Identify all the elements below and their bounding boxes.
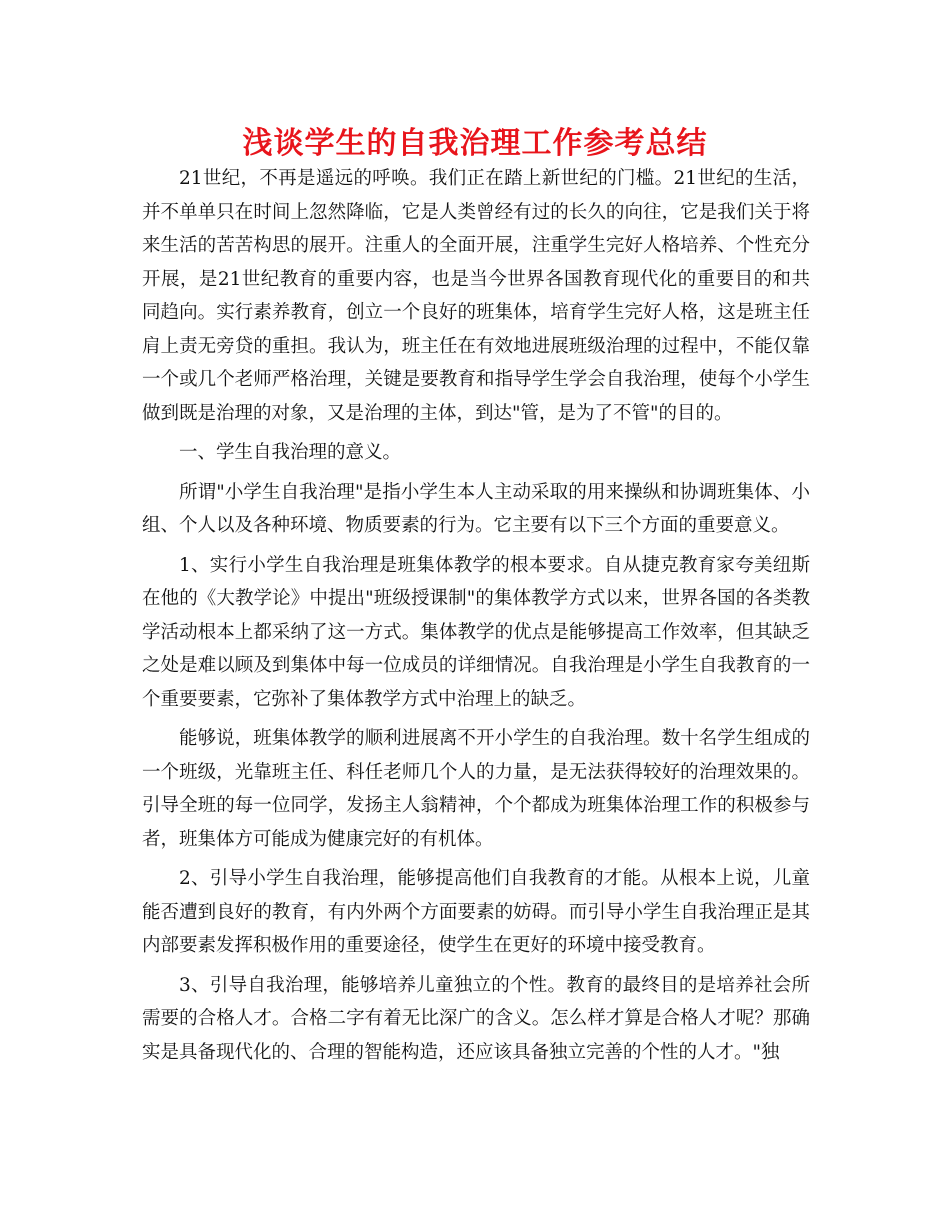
- paragraph: 21世纪，不再是遥远的呼唤。我们正在踏上新世纪的门槛。21世纪的生活，并不单单只在时间上忽然降临，它是人类曾经有过的长久的向往，它是我们关于将来生活的苦苦构思的展开。注重人的全面开展，注重学生完好人格培养、个性充分开展，是21世纪教育的重要内容，也是当今世界各国教育现代化的重要目的和共同趋向。实行素养教育，创立一个良好的班集体，培育学生完好人格，这是班主任肩上责无旁贷的重担。我认为，班主任在有效地进展班级治理的过程中，不能仅靠一个或几个老师严格治理，关键是要教育和指导学生学会自我治理，使每个小学生做到既是治理的对象，又是治理的主体，到达"管，是为了不管"的目的。: [142, 168, 810, 424]
- paragraph: 3、引导自我治理，能够培养儿童独立的个性。教育的最终目的是培养社会所需要的合格人才。合格二字有着无比深广的含义。怎么样才算是合格人才呢？那确实是具备现代化的、合理的智能构造，还应该具备独立完善的个性的人才。"独: [142, 974, 810, 1063]
- paragraph: 2、引导小学生自我治理，能够提高他们自我教育的才能。从根本上说，儿童能否遭到良好的教育，有内外两个方面要素的妨碍。而引导小学生自我治理正是其内部要素发挥积极作用的重要途径，使学生在更好的环境中接受教育。: [142, 868, 810, 956]
- paragraph: 1、实行小学生自我治理是班集体教学的根本要求。自从捷克教育家夸美纽斯在他的《大教学论》中提出"班级授课制"的集体教学方式以来，世界各国的各类教学活动根本上都采纳了这一方式。集体教学的优点是能够提高工作效率，但其缺乏之处是难以顾及到集体中每一位成员的详细情况。自我治理是小学生自我教育的一个重要要素，它弥补了集体教学方式中治理上的缺乏。: [142, 554, 810, 710]
- section-heading: 一、学生自我治理的意义。: [179, 442, 402, 463]
- document-title: 浅谈学生的自我治理工作参考总结: [242, 126, 708, 161]
- document-body: [142, 162, 810, 1075]
- paragraph: 所谓"小学生自我治理"是指小学生本人主动采取的用来操纵和协调班集体、小组、个人以及各种环境、物质要素的行为。它主要有以下三个方面的重要意义。: [142, 481, 810, 536]
- paragraph: 能够说，班集体教学的顺利进展离不开小学生的自我治理。数十名学生组成的一个班级，光靠班主任、科任老师几个人的力量，是无法获得较好的治理效果的。引导全班的每一位同学，发扬主人翁精神，个个都成为班集体治理工作的积极参与者，班集体方可能成为健康完好的有机体。: [142, 728, 810, 850]
